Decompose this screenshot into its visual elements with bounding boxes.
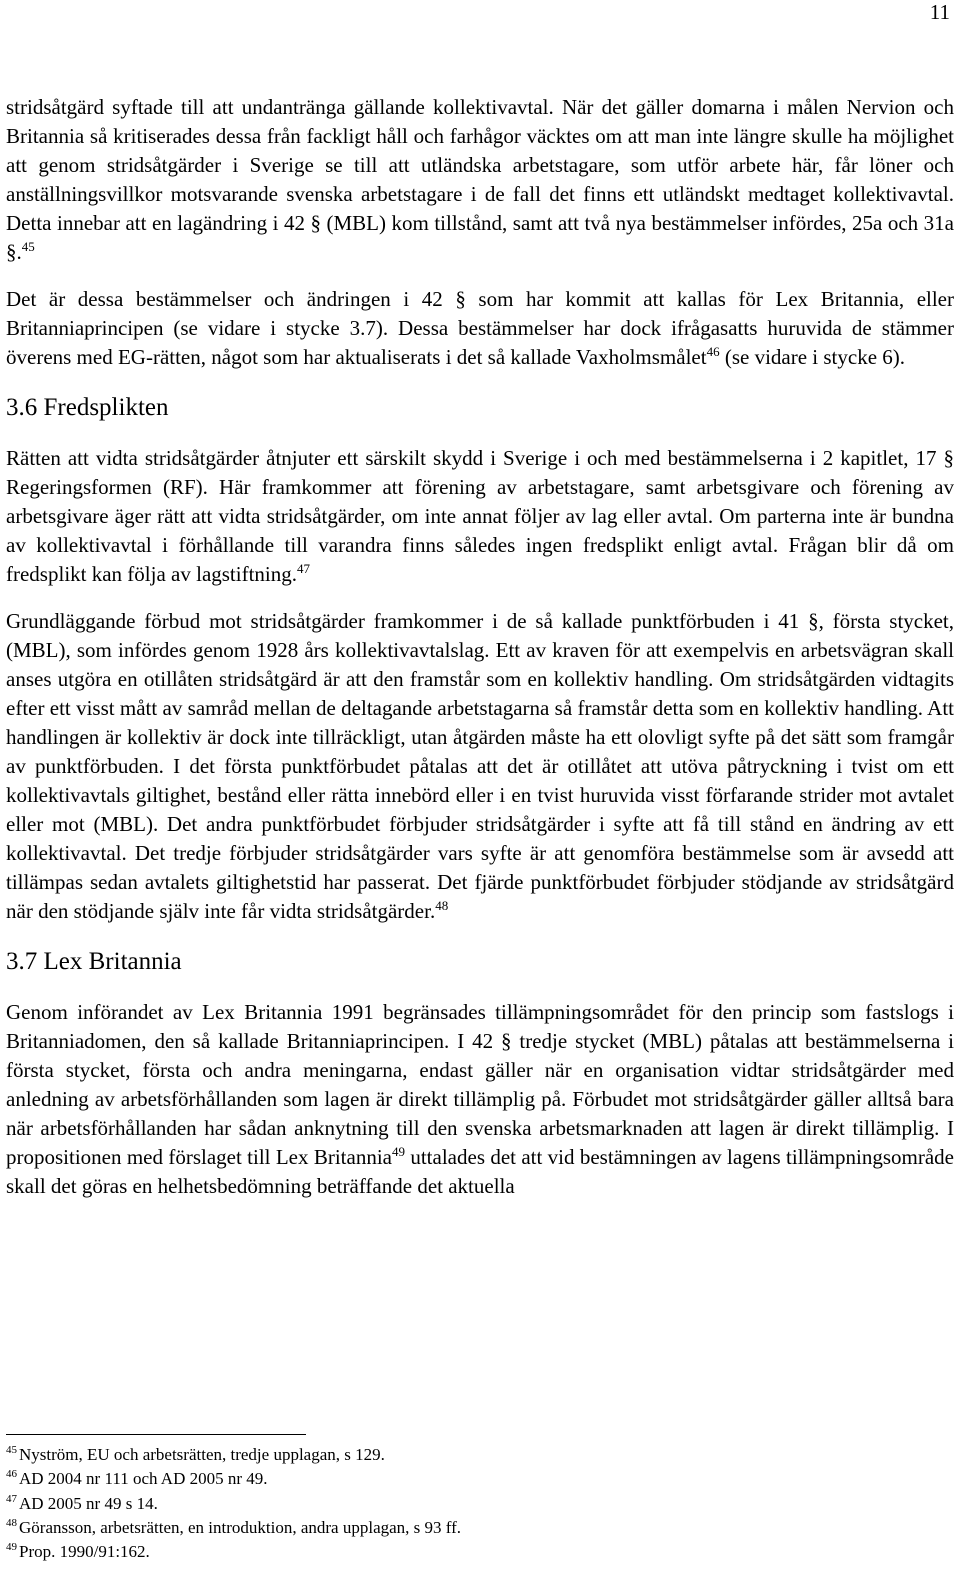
footnote-45 [6, 1443, 954, 1467]
footnote-49 [6, 1540, 954, 1564]
footnote-text: AD 2004 nr 111 och AD 2005 nr 49. [19, 1469, 268, 1489]
footnote-46 [6, 1467, 954, 1491]
paragraph-text: Det är dessa bestämmelser och ändringen i 42 § som har kommit att kallas för Lex Britannia, eller Britanniaprincipen (se vidare i stycke 3.7). Dessa bestämmelser har dock ifrågasatts huruvida de stämmer överens med EG-rätten, något som har aktualiserats i det så kallade Vaxholmsmålet [6, 287, 954, 369]
section-heading-lex-britannia: 3.7 Lex Britannia [6, 948, 182, 975]
footnotes [6, 1443, 954, 1564]
section-heading-fredsplikten: 3.6 Fredsplikten [6, 394, 169, 421]
footnote-number: 47 [6, 1492, 17, 1505]
footnote-ref-47[interactable]: 47 [297, 561, 311, 576]
footnote-text: Prop. 1990/91:162. [19, 1542, 150, 1562]
footnote-48 [6, 1516, 954, 1540]
paragraph-text: uttalades det att vid bestämningen av lagens tillämpningsområde skall det göras en helhetsbedömning beträffande det aktuella [6, 1145, 954, 1198]
footnote-47 [6, 1492, 954, 1516]
paragraph-text: Rätten att vidta stridsåtgärder åtnjuter ett särskilt skydd i Sverige i och med bestämmelserna i 2 kapitlet, 17 § Regeringsformen (RF). Här framkommer att förening av arbetstagare, samt arbetsgivare och förening av arbetsgivare äger rätt att vidta stridsåtgärder, om inte annat följer av lag eller avtal. Om parterna inte är bundna av kollektivavtal i förhållande till varandra finns således ingen fredsplikt enligt avtal. Frågan blir då om fredsplikt kan följa av lagstiftning. [6, 446, 954, 586]
paragraph-lex-britannia [6, 998, 954, 1201]
footnote-number: 46 [6, 1468, 17, 1481]
paragraph-intro [6, 93, 954, 267]
page-number: 11 [929, 0, 950, 24]
footnote-number: 48 [6, 1516, 17, 1529]
footnote-ref-45[interactable]: 45 [21, 239, 35, 254]
paragraph-text: Grundläggande förbud mot stridsåtgärder framkommer i de så kallade punktförbuden i 41 §, första stycket, (MBL), som infördes genom 1928 års kollektivavtalslag. Ett av kraven för att exempelvis en arbetsvägran skall anses utgöra en otillåten stridsåtgärd är att den framstår som en kollektiv handling. Om stridsåtgärden vidtagits efter ett visst mått av samråd mellan de deltagande arbetstagarna så framstår detta som en kollektiv handling. Att handlingen är kollektiv är dock inte tillräckligt, utan åtgärden måste ha ett olovligt syfte på det sätt som framgår av punktförbuden. I det första punktförbudet påtalas att det är otillåtet att utöva påtryckning i tvist om ett kollektivavtals giltighet, bestånd eller rätta innebörd eller i en tvist huruvida visst förfarande strider mot avtalet eller mot (MBL). Det andra punktförbudet förbjuder stridsåtgärder i syfte att få till stånd en ändring av ett kollektivavtal. Det tredje förbjuder stridsåtgärder vars syfte är att genomföra bestämmelse som är avsedd att tillämpas sedan avtalets giltighetstid har passerat. Det fjärde punktförbudet förbjuder stödjande av stridsåtgärd när den stödjande själv inte får vidta stridsåtgärder. [6, 609, 954, 923]
footnote-text: Göransson, arbetsrätten, en introduktion, andra upplagan, s 93 ff. [19, 1517, 462, 1537]
footnote-ref-49[interactable]: 49 [392, 1144, 405, 1159]
footnote-ref-46[interactable]: 46 [706, 344, 720, 359]
document-body [6, 93, 954, 1201]
footnote-number: 45 [6, 1444, 17, 1456]
paragraph-punktforbud [6, 607, 954, 926]
footnote-number: 49 [6, 1541, 17, 1554]
paragraph-fredsplikt [6, 444, 954, 589]
paragraph-lex-britannia-reference [6, 285, 954, 372]
footnote-ref-48[interactable]: 48 [435, 898, 449, 913]
paragraph-text: Genom införandet av Lex Britannia 1991 begränsades tillämpningsområdet för den princip som fastslogs i Britanniadomen, den så kallade Britanniaprincipen. I 42 § tredje stycket (MBL) påtalas att bestämmelserna i första stycket, första och andra meningarna, endast gäller när en organisation vidtar stridsåtgärder med anledning av arbetsförhållanden som lagen är direkt tillämplig på. Förbudet mot stridsåtgärder gäller alltså bara när arbetsförhållanden har sådan anknytning till den svenska arbetsmarknaden att lagen är direkt tillämplig. I propositionen med förslaget till Lex Britannia [6, 1000, 954, 1169]
paragraph-text: stridsåtgärd syftade till att undantränga gällande kollektivavtal. När det gäller domarna i målen Nervion och Britannia så kritiserades dessa från fackligt håll och farhågor väcktes om att man inte längre skulle ha möjlighet att genom stridsåtgärder i Sverige se till att utländska arbetstagare, som utför arbete här, får löner och anställningsvillkor motsvarande svenska arbetstagare i de fall det finns ett utländskt medtaget kollektivavtal. Detta innebar att en lagändring i 42 § (MBL) kom tillstånd, samt att två nya bestämmelser infördes, 25a och 31a §. [6, 95, 954, 264]
footnote-separator [6, 1434, 306, 1435]
footnote-text: Nyström, EU och arbetsrätten, tredje upplagan, s 129. [19, 1445, 385, 1464]
footnote-text: AD 2005 nr 49 s 14. [19, 1493, 158, 1513]
paragraph-text: (se vidare i stycke 6). [719, 345, 906, 369]
